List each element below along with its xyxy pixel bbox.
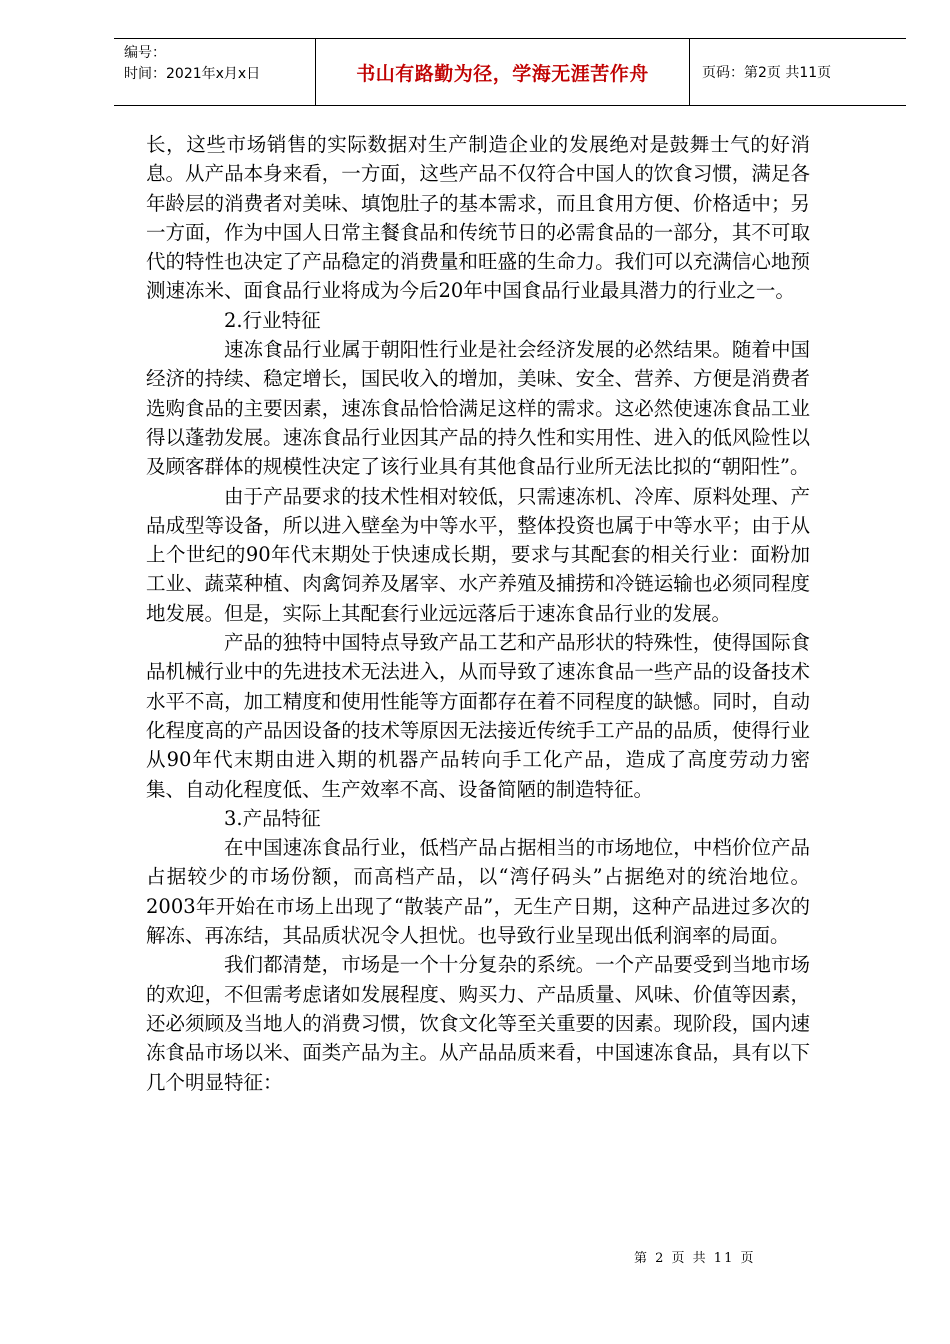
footer-page-number: 第 2 页 共 11 页 (634, 1251, 756, 1266)
paragraph: 由于产品要求的技术性相对较低，只需速冻机、冷库、原料处理、产品成型等设备，所以进入壁垒为中等水平，整体投资也属于中等水平；由于从上个世纪的90年代末期处于快速成长期，要求与其配套的相关行业：面粉加工业、蔬菜种植、肉禽饲养及屠宰、水产养殖及捕捞和冷链运输也必须同程度地发展。但是，实际上其配套行业远远落后于速冻食品行业的发展。 (146, 484, 810, 625)
paragraph: 在中国速冻食品行业，低档产品占据相当的市场地位，中档价位产品占据较少的市场份额，而高档产品，以“湾仔码头”占据绝对的统治地位。2003年开始在市场上出现了“散装产品”，无生产日期，这种产品进过多次的解冻、再冻结，其品质状况令人担忧。也导致行业呈现出低利润率的局面。 (146, 836, 810, 948)
paragraph: 我们都清楚，市场是一个十分复杂的系统。一个产品要受到当地市场的欢迎，不但需考虑诸如发展程度、购买力、产品质量、风味、价值等因素，还必须顾及当地人的消费习惯，饮食文化等至关重要的因素。现阶段，国内速冻食品市场以米、面类产品为主。从产品品质来看，中国速冻食品，具有以下几个明显特征： (146, 953, 810, 1094)
serial-number-label: 编号： (124, 45, 166, 61)
paragraph: 产品的独特中国特点导致产品工艺和产品形状的特殊性，使得国际食品机械行业中的先进技术无法进入，从而导致了速冻食品一些产品的设备技术水平不高，加工精度和使用性能等方面都存在着不同程度的缺憾。同时，自动化程度高的产品因设备的技术等原因无法接近传统手工产品的品质，使得行业从90年代末期由进入期的机器产品转向手工化产品，造成了高度劳动力密集、自动化程度低、生产效率不高、设备简陋的制造特征。 (146, 631, 810, 801)
section-heading-product-features: 3.产品特征 (224, 806, 321, 830)
header-motto: 书山有路勤为径，学海无涯苦作舟 (316, 39, 690, 105)
header-meta (114, 39, 316, 105)
time-label: 时间：2021年x月x日 (124, 66, 261, 82)
header-page-label: 页码：第2页 共11页 (702, 65, 832, 81)
document-body (146, 130, 810, 1097)
paragraph: 速冻食品行业属于朝阳性行业是社会经济发展的必然结果。随着中国经济的持续、稳定增长，国民收入的增加，美味、安全、营养、方便是消费者选购食品的主要因素，速冻食品恰恰满足这样的需求。这必然使速冻食品工业得以蓬勃发展。速冻食品行业因其产品的持久性和实用性、进入的低风险性以及顾客群体的规模性决定了该行业具有其他食品行业所无法比拟的“朝阳性”。 (146, 338, 810, 479)
paragraph-continuation: 长，这些市场销售的实际数据对生产制造企业的发展绝对是鼓舞士气的好消息。从产品本身来看，一方面，这些产品不仅符合中国人的饮食习惯，满足各年龄层的消费者对美味、填饱肚子的基本需求，而且食用方便、价格适中；另一方面，作为中国人日常主餐食品和传统节日的必需食品的一部分，其不可取代的特性也决定了产品稳定的消费量和旺盛的生命力。我们可以充满信心地预测速冻米、面食品行业将成为今后20年中国食品行业最具潜力的行业之一。 (146, 133, 810, 303)
page-header (114, 38, 906, 106)
section-heading-industry-features: 2.行业特征 (224, 308, 321, 332)
